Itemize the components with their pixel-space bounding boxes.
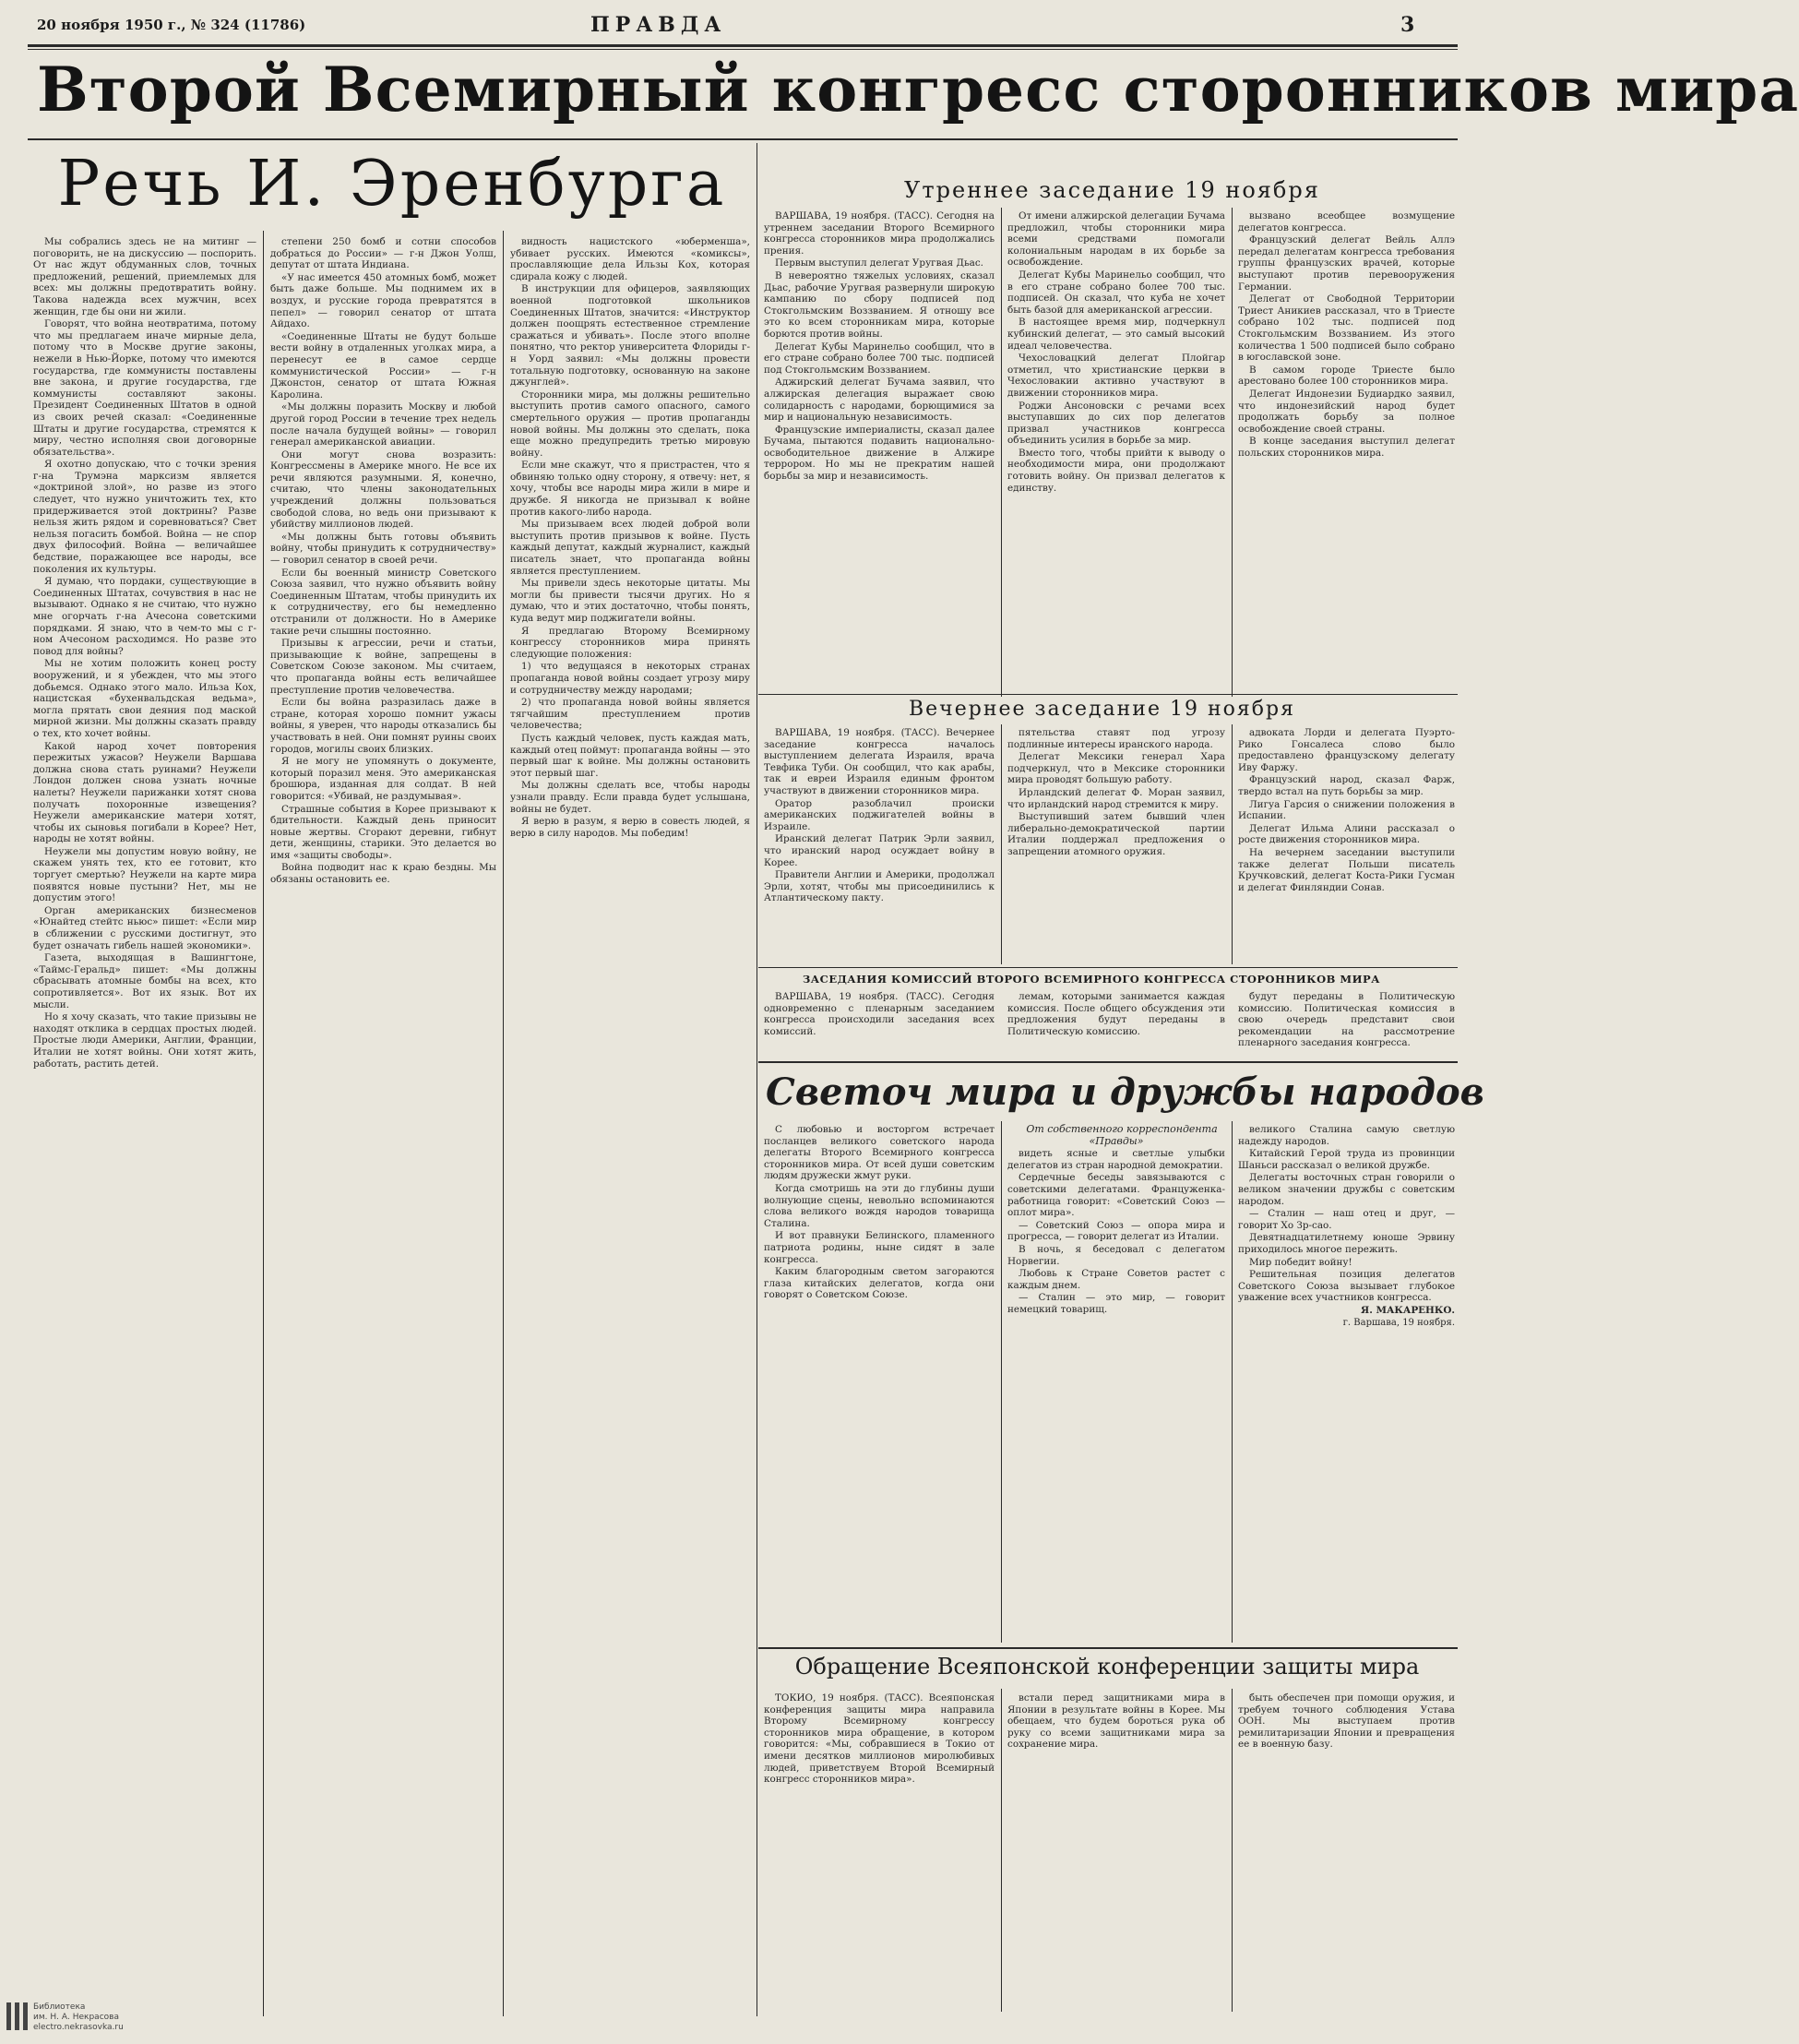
paragraph: Лигуа Гарсия о снижении положения в Испании. xyxy=(1238,798,1455,822)
paragraph: Французский народ, сказал Фарж, твердо встал на путь борьбы за мир. xyxy=(1238,774,1455,797)
library-logo-icon xyxy=(6,2001,30,2032)
paragraph: Делегат Ильма Алини рассказал о росте движения сторонников мира. xyxy=(1238,822,1455,846)
col-sep-5 xyxy=(1232,208,1233,697)
paragraph: 1) что ведущаяся в некоторых странах пропаганда новой войны создает угрозу миру и сотрудничеству между народами; xyxy=(510,661,750,696)
paragraph: Мы не хотим положить конец росту вооружений, и я убежден, что мы этого добьемся. Однако этого мало. Ильза Кох, нацистская «бухенвальдская ведьма», могла прятать свои деяния под маской мирной жизни. Мы должны сказать правду о тех, кто хочет войны. xyxy=(33,658,256,739)
paragraph: И вот правнуки Белинского, пламенного патриота родины, ныне сидят в зале конгресса. xyxy=(764,1230,995,1265)
japan-column-1 xyxy=(764,1692,995,2011)
paragraph: В самом городе Триесте было арестовано более 100 сторонников мира. xyxy=(1238,364,1455,388)
svetoch-column-1 xyxy=(764,1124,995,1641)
paragraph: Делегат Индонезии Будиардко заявил, что индонезийский народ будет продолжать борьбу за полное освобождение своей страны. xyxy=(1238,388,1455,435)
paragraph: В конце заседания выступил делегат польских сторонников мира. xyxy=(1238,436,1455,459)
col-sep-1 xyxy=(263,231,264,2016)
paragraph: ВАРШАВА, 19 ноября. (ТАСС). Сегодня на утреннем заседании Второго Всемирного конгресса сторонников мира продолжались прения. xyxy=(764,210,995,257)
morning-column-1 xyxy=(764,210,995,690)
dateline-place: г. Варшава, 19 ноября. xyxy=(1342,1317,1455,1328)
svetoch-column-2 xyxy=(1007,1124,1225,1641)
evening-session-title: Вечернее заседание 19 ноября xyxy=(909,698,1295,721)
paragraph: Война подводит нас к краю бездны. Мы обязаны остановить ее. xyxy=(270,862,496,886)
paragraph: Девятнадцатилетнему юноше Эрвину приходилось многое пережить. xyxy=(1238,1232,1455,1255)
paragraph: От имени алжирской делегации Бучама предложил, чтобы сторонники мира всеми средствами помогали колониальным народам в их борьбе за освобождение. xyxy=(1007,210,1225,269)
paragraph: Мы призываем всех людей доброй воли выступить против призывов к войне. Пусть каждый депутат, каждый журналист, каждый писатель знает, что пропаганда войны является преступлением. xyxy=(510,519,750,577)
paragraph: На вечернем заседании выступили также делегат Польши писатель Кручковский, делегат Коста-Рики Гусман и делегат Финляндии Сонав. xyxy=(1238,846,1455,893)
paragraph: Иранский делегат Патрик Эрли заявил, что иранский народ осуждает войну в Корее. xyxy=(764,833,995,868)
paragraph: вызвано всеобщее возмущение делегатов конгресса. xyxy=(1238,210,1455,233)
paragraph: Сердечные беседы завязываются с советскими делегатами. Француженка-работница говорит: «Советский Союз — оплот мира». xyxy=(1007,1172,1225,1219)
paragraph: Французские империалисты, сказал далее Бучама, пытаются подавить национально-освободительное движение в Алжире террором. Но мы не прекратим нашей борьбы за мир и независимость. xyxy=(764,424,995,483)
paragraph: Если мне скажут, что я пристрастен, что я обвиняю только одну сторону, я отвечу: нет, я хочу, чтобы все народы мира жили в мире и дружбе. Я никогда не призывал к войне против какого-либо народа. xyxy=(510,460,750,518)
paragraph: «Соединенные Штаты не будут больше вести войну в отдаленных уголках мира, а перенесут ее в самое сердце коммунистической России» — г-н Джонстон, сенатор от штата Южная Каролина. xyxy=(270,330,496,400)
paragraph: Делегат Мексики генерал Хара подчеркнул, что в Мексике сторонники мира проводят большую работу. xyxy=(1007,751,1225,786)
commissions-column-1 xyxy=(764,991,995,1058)
paragraph: В инструкции для офицеров, заявляющих военной подготовкой школьников Соединенных Штатов, значится: «Инструктор должен поощрять естественное стремление сражаться и убивать». После этого вполне понятно, что ректор университета Флориды г-н Уорд заявил: «Мы должны провести тотальную подготовку, основанную на законе джунглей». xyxy=(510,283,750,388)
paragraph: Аджирский делегат Бучама заявил, что алжирская делегация выражает свою солидарность с народами, борющимися за мир и национальную независимость. xyxy=(764,377,995,424)
paragraph: В невероятно тяжелых условиях, сказал Дьас, рабочие Уругвая развернули широкую кампанию по сбору подписей под Стокгольмским Воззванием. Я отношу все это ко всем сторонникам мира, которые борются против войны. xyxy=(764,269,995,340)
col-sep-s2 xyxy=(1232,1121,1233,1643)
paragraph: — Сталин — это мир, — говорит немецкий товарищ. xyxy=(1007,1292,1225,1315)
evening-rule xyxy=(758,694,1458,695)
paragraph: Призывы к агрессии, речи и статьи, призывающие к войне, запрещены в Советском Союзе законом. Мы считаем, что пропаганда войны есть величайшее преступление против человечества. xyxy=(270,638,496,696)
paragraph: Мы должны сделать все, чтобы народы узнали правду. Если правда будет услышана, войны не будет. xyxy=(510,780,750,815)
paragraph: адвоката Лорди и делегата Пуэрто-Рико Гонсалеса слово было предоставлено французскому делегату Иву Фаржу. xyxy=(1238,727,1455,773)
paragraph: Выступивший затем бывший член либерально-демократической партии Италии поддержал предложения о запрещении атомного оружия. xyxy=(1007,811,1225,857)
paragraph: лемам, которыми занимается каждая комиссия. После общего обсуждения эти предложения будут переданы в Политическую комиссию. xyxy=(1007,991,1225,1037)
paragraph: будут переданы в Политическую комиссию. Политическая комиссия в свою очередь представит свои рекомендации на рассмотрение пленарного заседания конгресса. xyxy=(1238,991,1455,1049)
paragraph: Французский делегат Вейль Аллэ передал делегатам конгресса требования группы французских врачей, которые выступают против перевооружения Германии. xyxy=(1238,234,1455,293)
paragraph: Мир победит войну! xyxy=(1249,1256,1352,1268)
paragraph: Неужели мы допустим новую войну, не скажем унять тех, кто ее готовит, кто торгует смертью? Неужели на карте мира появятся новые пустыни? Нет, мы не допустим этого! xyxy=(33,845,256,904)
paragraph: ВАРШАВА, 19 ноября. (ТАСС). Вечернее заседание конгресса началось выступлением делегата Израиля, врача Тевфика Туби. Он сообщил, что как арабы, так и евреи Израиля единым фронтом участвуют в движении сторонников мира. xyxy=(764,727,995,796)
paragraph: Правители Англии и Америки, продолжал Эрли, хотят, чтобы мы присоединились к Атлантическому пакту. xyxy=(764,869,995,904)
paragraph: «Мы должны поразить Москву и любой другой город России в течение трех недель после начала будущей войны» — говорил генерал американской авиации. xyxy=(270,401,496,448)
paragraph: Любовь к Стране Советов растет с каждым днем. xyxy=(1007,1268,1225,1291)
paragraph: Я предлагаю Второму Всемирному конгрессу сторонников мира принять следующие положения: xyxy=(510,625,750,660)
paragraph: — Советский Союз — опора мира и прогресса, — говорит делегат из Италии. xyxy=(1007,1219,1225,1243)
paragraph: Мы собрались здесь не на митинг — поговорить, не на дискуссию — поспорить. От нас ждут обдуманных слов, точных предложений, решений, приемлемых для всех: мы должны предотвратить войну. Такова надежда всех мужчин, всех женщин, где бы они ни жили. xyxy=(33,236,256,317)
banner-rule xyxy=(28,138,1458,140)
author-signature: Я. МАКАРЕНКО. xyxy=(1361,1304,1455,1316)
evening-column-3 xyxy=(1238,727,1455,962)
paragraph: Первым выступил делегат Уругвая Дьас. xyxy=(775,257,983,269)
commissions-rule xyxy=(758,967,1458,968)
paragraph: Китайский Герой труда из провинции Шаньси рассказал о великой дружбе. xyxy=(1238,1148,1455,1171)
paragraph: великого Сталина самую светлую надежду народов. xyxy=(1238,1124,1455,1147)
byline: От собственного корреспондента «Правды» xyxy=(1026,1123,1218,1147)
ehrenburg-column-1 xyxy=(33,236,256,2008)
paragraph: Орган американских бизнесменов «Юнайтед стейтс ньюс» пишет: «Если мир в сближении с русскими достигнут, это будет означать гибель нашей экономики». xyxy=(33,904,256,951)
paragraph: ТОКИО, 19 ноября. (ТАСС). Всеяпонская конференция защиты мира направила Второму Всемирному конгрессу сторонников мира обращение, в котором говорится: «Мы, собравшиеся в Токио от имени десятков миллионов миролюбивых людей, приветствуем Второй Всемирный конгресс сторонников мира». xyxy=(764,1692,995,1786)
paragraph: Я думаю, что пордаки, существующие в Соединенных Штатах, сочувствия в нас не вызывают. Однако я не считаю, что нужно мне огорчать г-на Ачесона советскими порядками. Я знаю, что в чем-то мы с г-ном Ачесоном расходимся. Но разве это повод для войны? xyxy=(33,576,256,657)
banner-headline: Второй Всемирный конгресс сторонников мира xyxy=(37,54,1799,126)
morning-session-title: Утреннее заседание 19 ноября xyxy=(904,177,1320,203)
paragraph: Ирландский делегат Ф. Моран заявил, что ирландский народ стремится к миру. xyxy=(1007,786,1225,810)
commissions-column-3 xyxy=(1238,991,1455,1058)
paragraph: — Сталин — наш отец и друг, — говорит Хо Зр-сао. xyxy=(1238,1208,1455,1231)
paragraph: быть обеспечен при помощи оружия, и требуем точного соблюдения Устава ООН. Мы выступаем против ремилитаризации Японии и превращения ее в военную базу. xyxy=(1238,1692,1455,1751)
paragraph: Решительная позиция делегатов Советского Союза вызывает глубокое уважение всех участников конгресса. xyxy=(1238,1269,1455,1304)
paragraph: В ночь, я беседовал с делегатом Норвегии. xyxy=(1007,1243,1225,1267)
paragraph: Я охотно допускаю, что с точки зрения г-на Трумэна марксизм является «доктриной злой», но разве из этого следует, что нужно уничтожить тех, кто придерживается этой доктрины? Разве нельзя жить рядом и соревноваться? Свет нельзя погасить бомбой. Война — не спор двух философий. Война — величайшее бедствие, поражающее все народы, все поколения их культуры. xyxy=(33,459,256,575)
page-number: 3 xyxy=(1400,13,1415,37)
paragraph: степени 250 бомб и сотни способов добраться до России» — г-н Джон Уолш, депутат от штата Индиана. xyxy=(270,236,496,271)
newspaper-name: ПРАВДА xyxy=(590,13,727,37)
paragraph: Какой народ хочет повторения пережитых ужасов? Неужели Варшава должна снова стать руинами? Неужели Лондон должен снова узнать ночные налеты? Неужели парижанки хотят снова получать похоронные извещения? Неужели американские матери хотят, чтобы их сыновья погибали в Корее? Нет, народы не хотят войны. xyxy=(33,740,256,845)
paragraph: «Мы должны быть готовы объявить войну, чтобы принудить к сотрудничеству» — говорил сенатор в своей речи. xyxy=(270,531,496,567)
paragraph: Вместо того, чтобы прийти к выводу о необходимости мира, они продолжают готовить войну. Он призвал делегатов к единству. xyxy=(1007,447,1225,494)
paragraph: встали перед защитниками мира в Японии в результате войны в Корее. Мы обещаем, что будем бороться рука об руку со всеми защитниками мира за сохранение мира. xyxy=(1007,1692,1225,1751)
paragraph: Делегат от Свободной Территории Триест Аникиев рассказал, что в Триесте собрано 102 тыс. подписей под Стокгольмским Воззванием. Из этого количества 1 500 подписей было собрано в югославской зоне. xyxy=(1238,293,1455,364)
paragraph: Они могут снова возразить: Конгрессмены в Америке много. Не все их речи являются разумными. Я, конечно, считаю, что члены законодательных учреждений должны пользоваться свободой слова, но ведь они призывают к убийству миллионов людей. xyxy=(270,448,496,531)
masthead-rule xyxy=(28,44,1458,47)
evening-column-1 xyxy=(764,727,995,962)
paragraph: Мы привели здесь некоторые цитаты. Мы могли бы привести тысячи других. Но я думаю, что и этих достаточно, чтобы понять, куда ведут мир поджигатели войны. xyxy=(510,578,750,624)
paragraph: Чехословацкий делегат Плойгар отметил, что христианские церкви в Чехословакии активно участвуют в движении сторонников мира. xyxy=(1007,353,1225,399)
paragraph: Если бы война разразилась даже в стране, которая хорошо помнит ужасы войны, я уверен, что народы отказались бы участвовать в ней. Они помнят руины своих городов, могилы своих близких. xyxy=(270,697,496,755)
col-sep-4 xyxy=(1001,208,1002,697)
paragraph: Роджи Ансоновски с речами всех выступавших до сих пор делегатов призвал участников конгресса объединить усилия в борьбе за мир. xyxy=(1007,400,1225,447)
svetoch-rule xyxy=(758,1061,1458,1063)
paragraph: Делегаты восточных стран говорили о великом значении дружбы с советским народом. xyxy=(1238,1172,1455,1207)
ehrenburg-column-2 xyxy=(270,236,496,2008)
stamp-line-1: Библиотека xyxy=(33,2002,86,2012)
paragraph: ВАРШАВА, 19 ноября. (ТАСС). Сегодня одновременно с пленарным заседанием конгресса происходили заседания всех комиссий. xyxy=(764,991,995,1037)
japan-rule xyxy=(758,1647,1458,1649)
morning-column-3 xyxy=(1238,210,1455,690)
paragraph: Я верю в разум, я верю в совесть людей, я верю в силу народов. Мы победим! xyxy=(510,816,750,839)
col-sep-s1 xyxy=(1001,1121,1002,1643)
paragraph: Пусть каждый человек, пусть каждая мать, каждый отец поймут: пропаганда войны — это первый шаг к войне. Мы должны остановить этот первый шаг. xyxy=(510,732,750,779)
commissions-title: ЗАСЕДАНИЯ КОМИССИЙ ВТОРОГО ВСЕМИРНОГО КОНГРЕССА СТОРОННИКОВ МИРА xyxy=(803,973,1380,986)
japan-column-2 xyxy=(1007,1692,1225,2011)
japan-headline: Обращение Всеяпонской конференции защиты мира xyxy=(794,1654,1420,1679)
paragraph: Сторонники мира, мы должны решительно выступить против самого опасного, самого смертельного оружия — против пропаганды новой войны. Мы должны это сделать, пока еще можно предупредить третью мировую войну. xyxy=(510,388,750,459)
col-sep-j1 xyxy=(1001,1689,1002,2012)
stamp-line-3: electro.nekrasovka.ru xyxy=(33,2023,124,2032)
library-stamp xyxy=(33,2002,124,2033)
paragraph: пятельства ставят под угрозу подлинные интересы иранского народа. xyxy=(1007,727,1225,750)
ehrenburg-headline: Речь И. Эренбурга xyxy=(57,148,727,221)
col-sep-e2 xyxy=(1232,724,1233,964)
paragraph: Но я хочу сказать, что такие призывы не находят отклика в сердцах простых людей. Простые люди Америки, Англии, Франции, Италии не хотят войны. Они хотят жить, работать, растить детей. xyxy=(33,1011,256,1070)
svetoch-column-3 xyxy=(1238,1124,1455,1641)
japan-column-3 xyxy=(1238,1692,1455,2011)
col-sep-2 xyxy=(503,231,504,2016)
paragraph: Оратор разоблачил происки американских поджигателей войны в Израиле. xyxy=(764,797,995,832)
paragraph: Делегат Кубы Маринельо сообщил, что в его стране собрано более 700 тыс. подписей под Стокгольмским Воззванием. xyxy=(764,341,995,376)
paragraph: Говорят, что война неотвратима, потому что мы предлагаем иначе мирные дела, потому что в Москве другие законы, нежели в Нью-Йорке, потому что имеются государства, где коммунисты поставлены вне закона, и другие государства, где коммунисты составляют законы. Президент Соединенных Штатов в одной из своих речей сказал: «Соединенные Штаты и другие государства, стремятся к миру, честно исполняя свои договорные обязательства». xyxy=(33,318,256,458)
morning-column-2 xyxy=(1007,210,1225,690)
col-sep-e1 xyxy=(1001,724,1002,964)
evening-column-2 xyxy=(1007,727,1225,962)
paragraph: Если бы военный министр Советского Союза заявил, что нужно объявить войну Соединенным Штатам, чтобы принудить их к сотрудничеству, его бы немедленно отстранили от должности. Но в Америке такие речи слышны постоянно. xyxy=(270,567,496,637)
masthead-rule-thin xyxy=(28,49,1458,50)
paragraph: 2) что пропаганда новой войны является тягчайшим преступлением против человечества; xyxy=(510,697,750,732)
ehrenburg-column-3 xyxy=(510,236,750,2008)
col-sep-j2 xyxy=(1232,1689,1233,2012)
paragraph: видеть ясные и светлые улыбки делегатов из стран народной демократии. xyxy=(1007,1148,1225,1171)
paragraph: В настоящее время мир, подчеркнул кубинский делегат, — это самый высокий идеал человечества. xyxy=(1007,317,1225,352)
paragraph: С любовью и восторгом встречает посланцев великого советского народа делегаты Второго Всемирного конгресса сторонников мира. От всей души советским людям дружески жмут руки. xyxy=(764,1124,995,1182)
paragraph: Газета, выходящая в Вашингтоне, «Таймс-Геральд» пишет: «Мы должны сбрасывать атомные бомбы на всех, кто сопротивляется». Вот их язык. Вот их мысли. xyxy=(33,952,256,1010)
paragraph: «У нас имеется 450 атомных бомб, может быть даже больше. Мы поднимем их в воздух, и русские города превратятся в пепел» — говорил сенатор от штата Айдахо. xyxy=(270,271,496,330)
paragraph: Когда смотришь на эти до глубины души волнующие сцены, невольно вспоминаются слова великого вождя народов товарища Сталина. xyxy=(764,1182,995,1229)
svetoch-headline: Светоч мира и дружбы народов xyxy=(766,1070,1484,1114)
paragraph: Делегат Кубы Маринельо сообщил, что в его стране собрано более 700 тыс. подписей. Он сказал, что куба не хочет быть базой для американской агрессии. xyxy=(1007,269,1225,316)
paragraph: Каким благородным светом загораются глаза китайских делегатов, когда они говорят о Советском Союзе. xyxy=(764,1266,995,1301)
paragraph: Я не могу не упомянуть о документе, который поразил меня. Это американская брошюра, изданная для солдат. В ней говорится: «Убивай, не раздумывая». xyxy=(270,756,496,802)
issue-date: 20 ноября 1950 г., № 324 (11786) xyxy=(37,17,306,33)
paragraph: Страшные события в Корее призывают к бдительности. Каждый день приносит новые жертвы. Сгорают деревни, гибнут дети, женщины, старики. Это делается во имя «защиты свободы». xyxy=(270,803,496,861)
commissions-column-2 xyxy=(1007,991,1225,1058)
paragraph: видность нацистского «юберменша», убивает русских. Имеются «комиксы», прославляющие дела Ильзы Кох, которая сдирала кожу с людей. xyxy=(510,236,750,282)
stamp-line-2: им. Н. А. Некрасова xyxy=(33,2013,119,2022)
